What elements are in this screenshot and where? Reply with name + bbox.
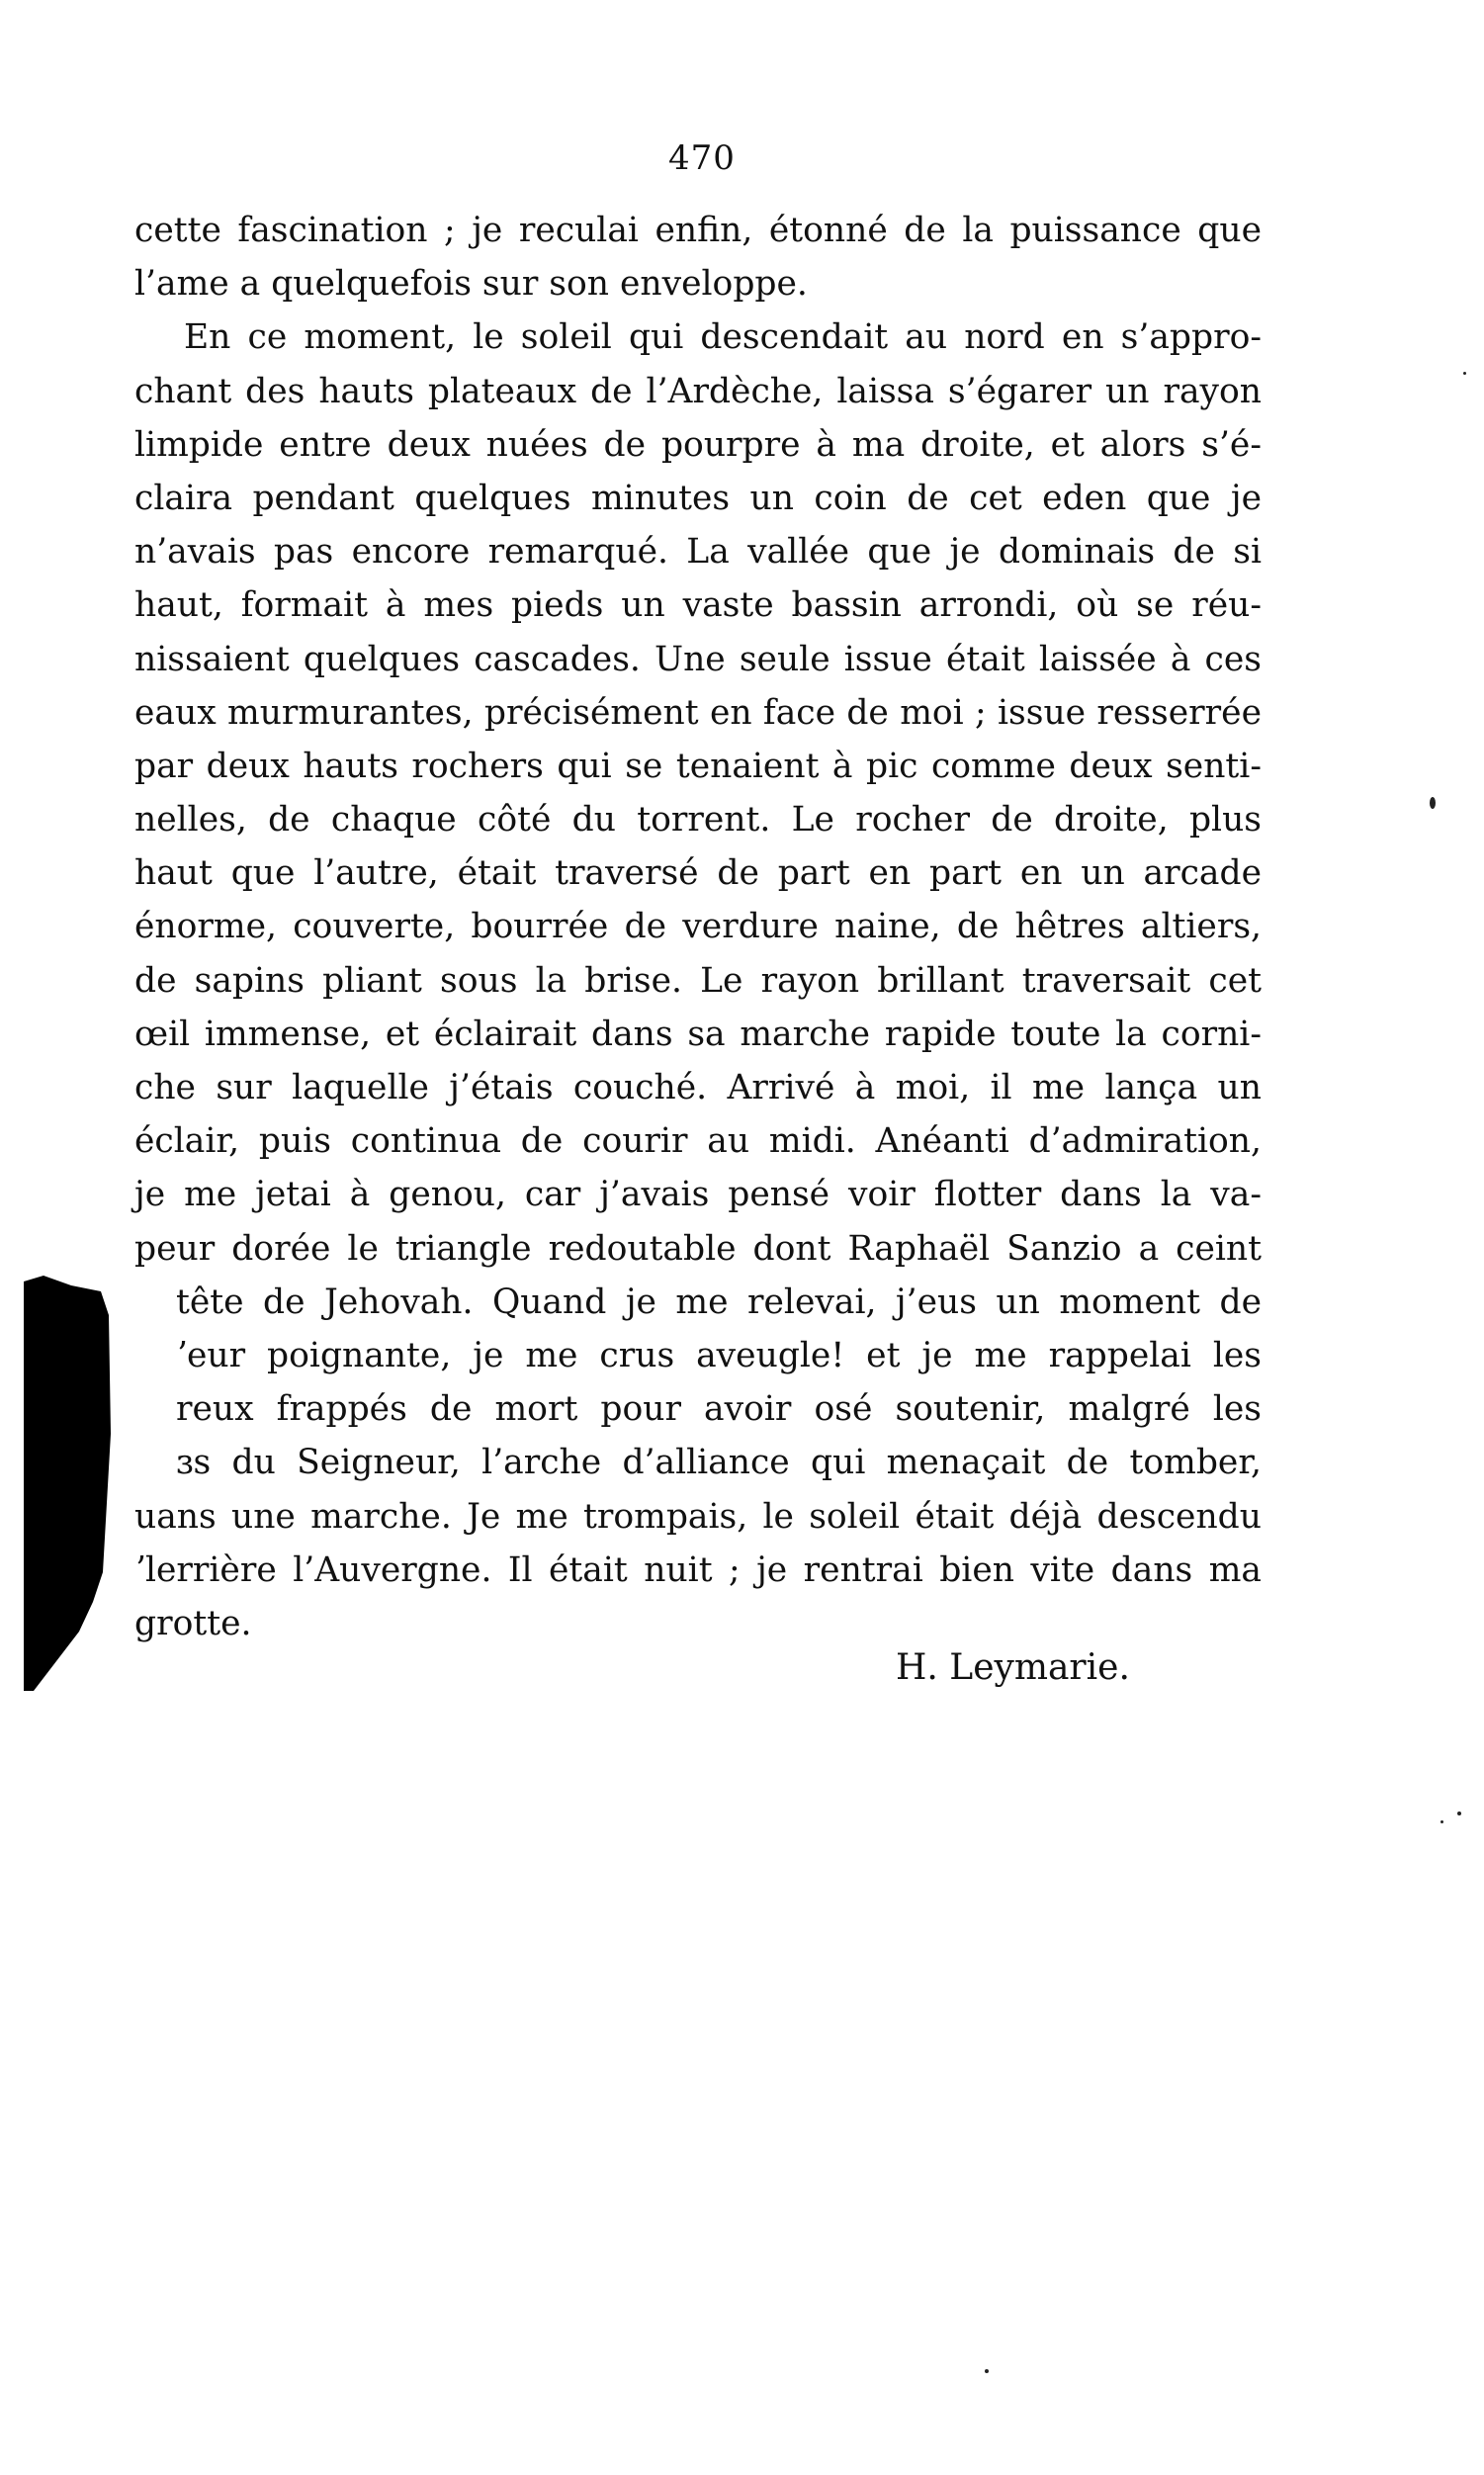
- text-line: haut, formait à mes pieds un vaste bassin arrondi, où se réu-: [134, 585, 1262, 626]
- text-line: peur dorée le triangle redoutable dont Raphaël Sanzio a ceint: [134, 1228, 1262, 1269]
- text-line: grotte.: [134, 1603, 252, 1643]
- text-line: claira pendant quelques minutes un coin de cet eden que je: [134, 478, 1262, 518]
- body-text: [134, 204, 1262, 1650]
- text-line: En ce moment, le soleil qui descendait au nord en s’appro-: [184, 317, 1262, 358]
- text-line: eaux murmurantes, précisément en face de moi ; issue resserrée: [134, 692, 1262, 733]
- text-line: limpide entre deux nuées de pourpre à ma droite, et alors s’é-: [134, 424, 1262, 465]
- speck: [1457, 1812, 1461, 1815]
- text-line: reux frappés de mort pour avoir osé soutenir, malgré les: [176, 1389, 1262, 1430]
- signature: H. Leymarie.: [896, 1647, 1130, 1688]
- speck: [985, 2369, 989, 2373]
- speck: [1440, 1820, 1443, 1823]
- text-line: l’ame a quelquefois sur son enveloppe.: [134, 264, 808, 305]
- text-line: nelles, de chaque côté du torrent. Le rocher de droite, plus: [134, 800, 1262, 840]
- text-line: n’avais pas encore remarqué. La vallée que je dominais de si: [134, 532, 1262, 573]
- speck: [1463, 372, 1466, 375]
- text-line: ʼlerrière l’Auvergne. Il était nuit ; je rentrai bien vite dans ma: [134, 1549, 1262, 1590]
- text-line: cette fascination ; je reculai enfin, étonné de la puissance que: [134, 211, 1262, 250]
- text-line: œil immense, et éclairait dans sa marche rapide toute la corni-: [134, 1014, 1262, 1054]
- text-line: ʼeur poignante, je me crus aveugle! et je me rappelai les: [176, 1335, 1262, 1375]
- text-line: éclair, puis continua de courir au midi. Anéanti d’admiration,: [134, 1121, 1262, 1162]
- speck: [1430, 797, 1436, 809]
- text-line: tête de Jehovah. Quand je me relevai, j’eus un moment de: [176, 1282, 1262, 1322]
- text-line: uans une marche. Je me trompais, le soleil était déjà descendu: [134, 1496, 1262, 1537]
- text-line: nissaient quelques cascades. Une seule issue était laissée à ces: [134, 639, 1262, 679]
- text-line: énorme, couverte, bourrée de verdure naine, de hêtres altiers,: [134, 907, 1262, 947]
- text-line: ɜs du Seigneur, l’arche d’alliance qui menaçait de tomber,: [176, 1443, 1262, 1483]
- text-line: je me jetai à genou, car j’avais pensé voir flotter dans la va-: [134, 1175, 1262, 1215]
- page-number: 470: [668, 138, 736, 178]
- text-line: de sapins pliant sous la brise. Le rayon brillant traversait cet: [134, 960, 1262, 1001]
- text-line: par deux hauts rochers qui se tenaient à pic comme deux senti-: [134, 746, 1262, 786]
- text-line: haut que l’autre, était traversé de part en part en un arcade: [134, 853, 1262, 894]
- torn-page-shadow: [24, 1276, 113, 1691]
- text-line: che sur laquelle j’étais couché. Arrivé à moi, il me lança un: [134, 1068, 1262, 1107]
- text-line: chant des hauts plateaux de l’Ardèche, laissa s’égarer un rayon: [134, 371, 1262, 411]
